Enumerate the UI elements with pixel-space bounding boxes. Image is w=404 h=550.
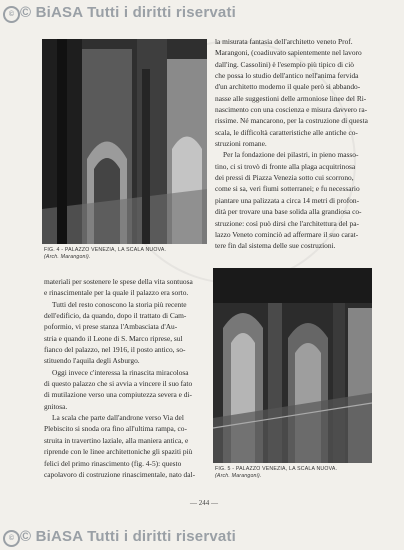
text-line: poformio, vi prese stanza l'Ambasciata d'Au- (44, 322, 178, 332)
text-line: nascimento con una coscienza e misura davvero ra- (215, 105, 368, 115)
text-line: dall'ing. Cassolini) è l'esempio più tipico di ciò (215, 59, 354, 69)
text-line: dell'edificio, da quando, dopo il trattato di Cam- (44, 311, 187, 321)
text-line: Plebiscito si snoda ora fino all'ultima rampa, co- (44, 424, 187, 434)
watermark-text-top: © BiASA Tutti i diritti riservati (20, 4, 237, 21)
text-line: struzione: così può dirsi che l'architettura del pa- (215, 218, 359, 228)
text-line: Marangoni, (coadiuvato sapientemente nel lavoro (215, 48, 362, 58)
text-line: dità per trovare una base solida alla grandiosa co- (215, 207, 362, 217)
text-line: tino, ci si trovò di fronte alla plaga acquitrinosa (215, 161, 356, 171)
figure-5-photo (213, 268, 372, 463)
text-line: stituendo l'aquila degli Asburgo. (44, 356, 140, 366)
text-line: piantare una palizzata a circa 14 metri di profon- (215, 195, 360, 205)
figure-4-photo (42, 39, 207, 244)
text-line: rissime. Né mancarono, per la costruzione di questa (215, 116, 368, 126)
text-line: struzioni romane. (215, 139, 267, 149)
text-line: di mutilazione verso una compiutezza severa e di- (44, 390, 192, 400)
figure-5-title: FIG. 5 - PALAZZO VENEZIA, LA SCALA NUOVA. (215, 466, 338, 472)
text-line: Tutti del resto conoscono la storia più recente (52, 299, 187, 309)
figure-4-caption (44, 247, 214, 261)
text-line: che possa lo studio dell'antico nell'anima fervida (215, 71, 359, 81)
figure-5-credit: (Arch. Marangoni). (215, 473, 262, 479)
left-column-bottom (44, 276, 204, 480)
figure-5-caption (215, 466, 375, 480)
text-line: fianco del palazzo, nel 1916, il posto antico, so- (44, 345, 186, 355)
text-line: dei pressi di Piazza Venezia sotto cui scorrono, (215, 173, 354, 183)
text-line: tere fin dal sistema delle sue costruzioni. (215, 241, 336, 251)
right-column-top (215, 36, 371, 252)
watermark-banner-top (0, 0, 404, 26)
text-line: La scala che parte dall'androne verso Via del (52, 413, 184, 423)
watermark-banner-bottom (0, 524, 404, 550)
text-line: lazzo Veneto cominciò ad affermare il suo carat- (215, 229, 359, 239)
text-line: gnitosa. (44, 401, 68, 411)
text-line: e rinascimentale per la quale il palazzo era sorto. (44, 288, 189, 298)
text-line: stria e quando il Leone di S. Marco riprese, sul (44, 333, 183, 343)
text-line: Per la fondazione dei pilastri, in pieno masso- (223, 150, 359, 160)
watermark-text-bottom: © BiASA Tutti i diritti riservati (20, 528, 237, 545)
copyright-icon: © (3, 6, 20, 23)
text-line: struita in travertino laziale, alla maniera antica, e (44, 435, 189, 445)
text-line: nasse alle suggestioni delle armoniose linee del Ri- (215, 93, 367, 103)
text-line: materiali per sostenere le spese della vita sontuosa (44, 277, 193, 286)
copyright-icon: © (3, 530, 20, 547)
text-line: felici del primo rinascimento (fig. 4-5): questo (44, 458, 182, 468)
text-line: di questo palazzo che si avvia a vincere il suo fato (44, 379, 193, 389)
figure-4-title: FIG. 4 - PALAZZO VENEZIA, LA SCALA NUOVA. (44, 247, 167, 253)
text-line: come si sa, veri fiumi sotterranei; e fu necessario (215, 184, 360, 194)
text-line: Oggi invece c'interessa la rinascita miracolosa (52, 367, 189, 377)
text-line: riprende con le linee architettoniche gli spaziti più (44, 447, 193, 457)
text-line: d'un architetto moderno il quale però si abbando- (215, 82, 361, 92)
figure-4-credit: (Arch. Marangoni). (44, 254, 91, 260)
page-number: — 244 — (190, 499, 218, 507)
text-line: capolavoro di costruzione rinascimentale, nato dal- (44, 469, 196, 479)
text-line: scala, le difficoltà caratteristiche alle antiche co- (215, 127, 358, 137)
text-line: la misurata fantasia dell'architetto veneto Prof. (215, 37, 353, 46)
